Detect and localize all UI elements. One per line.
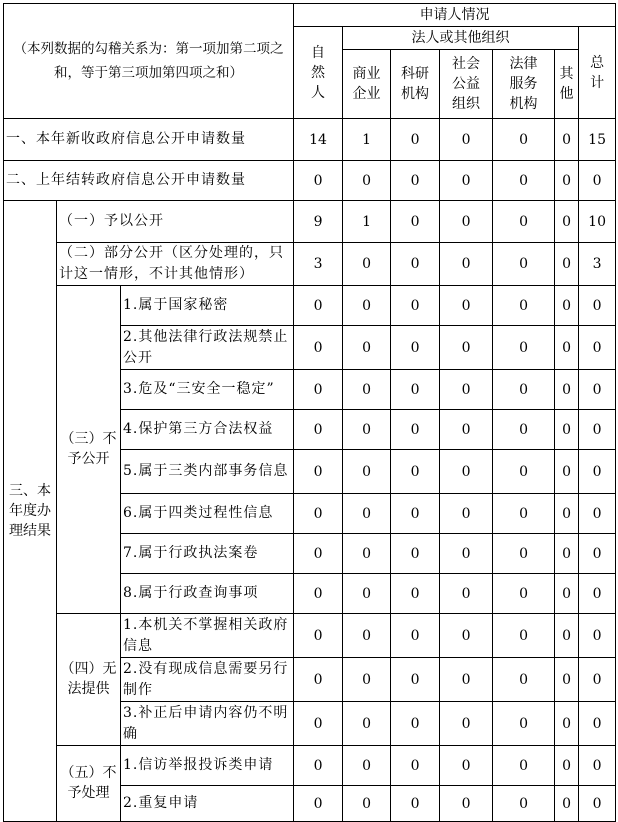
cell-value: 9 (294, 201, 343, 243)
cell-value: 0 (493, 410, 555, 450)
legal-service-header: 法律服务机构 (493, 50, 555, 119)
cell-value: 0 (555, 201, 579, 243)
cell-value: 0 (391, 410, 440, 450)
table-row (4, 614, 616, 658)
cell-value: 0 (294, 614, 343, 658)
row-label: 7.属于行政执法案卷 (121, 534, 294, 574)
cell-value: 0 (493, 494, 555, 534)
cell-value: 0 (493, 786, 555, 822)
cell-value: 0 (440, 786, 493, 822)
cell-value: 0 (343, 658, 391, 702)
row-label: 2.其他法律行政法规禁止公开 (121, 326, 294, 370)
cell-value: 0 (440, 201, 493, 243)
cell-value: 0 (440, 658, 493, 702)
row-label: 2.重复申请 (121, 786, 294, 822)
cell-value: 0 (493, 243, 555, 286)
social-welfare-header: 社会公益组织 (440, 50, 493, 119)
cell-value: 10 (579, 201, 616, 243)
cell-value: 14 (294, 119, 343, 161)
cell-value: 0 (579, 534, 616, 574)
cell-value: 0 (343, 243, 391, 286)
cell-value: 3 (294, 243, 343, 286)
row-label: 一、本年新收政府信息公开申请数量 (4, 119, 294, 161)
cell-value: 0 (294, 534, 343, 574)
cell-value: 0 (343, 286, 391, 326)
cell-value: 3 (579, 243, 616, 286)
group5-label: （五）不予处理 (57, 746, 121, 822)
cell-value: 0 (391, 746, 440, 786)
cell-value: 0 (555, 494, 579, 534)
cell-value: 0 (493, 450, 555, 494)
group3-label: （三）不予公开 (57, 286, 121, 614)
total-header: 总计 (579, 27, 616, 119)
cell-value: 0 (343, 326, 391, 370)
cell-value: 0 (440, 614, 493, 658)
row-label: 1.本机关不掌握相关政府信息 (121, 614, 294, 658)
cell-value: 0 (579, 614, 616, 658)
cell-value: 0 (555, 326, 579, 370)
cell-value: 0 (555, 702, 579, 746)
cell-value: 0 (555, 370, 579, 410)
cell-value: 0 (343, 410, 391, 450)
cell-value: 0 (294, 410, 343, 450)
cell-value: 0 (493, 534, 555, 574)
cell-value: 0 (493, 286, 555, 326)
cell-value: 0 (493, 201, 555, 243)
cell-value: 0 (343, 370, 391, 410)
cell-value: 0 (555, 614, 579, 658)
cell-value: 0 (579, 326, 616, 370)
cell-value: 0 (493, 614, 555, 658)
cell-value: 0 (343, 494, 391, 534)
cell-value: 0 (294, 286, 343, 326)
cell-value: 0 (493, 658, 555, 702)
cell-value: 0 (294, 494, 343, 534)
row-label: （二）部分公开（区分处理的，只计这一情形，不计其他情形） (57, 243, 294, 286)
cell-value: 0 (343, 786, 391, 822)
cell-value: 0 (440, 702, 493, 746)
cell-value: 0 (493, 370, 555, 410)
cell-value: 0 (391, 119, 440, 161)
cell-value: 0 (440, 574, 493, 614)
cell-value: 0 (343, 450, 391, 494)
cell-value: 0 (579, 450, 616, 494)
cell-value: 0 (579, 161, 616, 201)
cell-value: 0 (493, 161, 555, 201)
other-header: 其他 (555, 50, 579, 119)
cell-value: 0 (440, 370, 493, 410)
cell-value: 0 (440, 119, 493, 161)
cell-value: 0 (555, 161, 579, 201)
cell-value: 0 (555, 786, 579, 822)
cell-value: 0 (343, 614, 391, 658)
row-label: 3.补正后申请内容仍不明确 (121, 702, 294, 746)
cell-value: 0 (555, 658, 579, 702)
cell-value: 0 (579, 574, 616, 614)
row-label: 5.属于三类内部事务信息 (121, 450, 294, 494)
cell-value: 0 (391, 450, 440, 494)
cell-value: 1 (343, 201, 391, 243)
cell-value: 0 (579, 702, 616, 746)
cell-value: 0 (343, 702, 391, 746)
cell-value: 0 (391, 614, 440, 658)
row-label: 二、上年结转政府信息公开申请数量 (4, 161, 294, 201)
cell-value: 0 (440, 243, 493, 286)
legal-group-header: 法人或其他组织 (343, 27, 579, 50)
row-label: （一）予以公开 (57, 201, 294, 243)
cell-value: 0 (391, 201, 440, 243)
cell-value: 0 (555, 286, 579, 326)
cell-value: 0 (391, 161, 440, 201)
cell-value: 0 (391, 574, 440, 614)
cell-value: 0 (579, 786, 616, 822)
row-label: 2.没有现成信息需要另行制作 (121, 658, 294, 702)
cell-value: 0 (391, 658, 440, 702)
cell-value: 0 (294, 786, 343, 822)
commercial-header: 商业企业 (343, 50, 391, 119)
row-label: 6.属于四类过程性信息 (121, 494, 294, 534)
cell-value: 0 (391, 243, 440, 286)
table-row (4, 746, 616, 786)
cell-value: 0 (555, 243, 579, 286)
cell-value: 0 (440, 450, 493, 494)
row-label: 8.属于行政查询事项 (121, 574, 294, 614)
cell-value: 0 (440, 286, 493, 326)
cell-value: 0 (555, 410, 579, 450)
cell-value: 0 (440, 494, 493, 534)
cell-value: 0 (391, 326, 440, 370)
cell-value: 0 (343, 161, 391, 201)
cell-value: 0 (343, 574, 391, 614)
table-row (4, 243, 616, 286)
row-label: 4.保护第三方合法权益 (121, 410, 294, 450)
cell-value: 0 (440, 534, 493, 574)
cell-value: 0 (294, 370, 343, 410)
cell-value: 0 (391, 702, 440, 746)
cell-value: 0 (391, 494, 440, 534)
cell-value: 0 (294, 161, 343, 201)
cell-value: 0 (440, 746, 493, 786)
cell-value: 0 (294, 326, 343, 370)
cell-value: 0 (555, 119, 579, 161)
cell-value: 0 (493, 574, 555, 614)
cell-value: 0 (343, 534, 391, 574)
cell-value: 0 (391, 286, 440, 326)
cell-value: 0 (579, 746, 616, 786)
cell-value: 0 (294, 658, 343, 702)
applicant-situation-header: 申请人情况 (294, 4, 616, 27)
cell-value: 0 (440, 326, 493, 370)
table-row (4, 201, 616, 243)
cell-value: 0 (391, 370, 440, 410)
row-label: 1.信访举报投诉类申请 (121, 746, 294, 786)
cell-value: 0 (579, 494, 616, 534)
table-row (4, 119, 616, 161)
cell-value: 0 (440, 161, 493, 201)
relationship-note: （本列数据的勾稽关系为：第一项加第二项之和，等于第三项加第四项之和） (4, 4, 294, 119)
row-label: 1.属于国家秘密 (121, 286, 294, 326)
cell-value: 0 (294, 450, 343, 494)
cell-value: 0 (391, 786, 440, 822)
cell-value: 0 (493, 326, 555, 370)
cell-value: 0 (555, 534, 579, 574)
cell-value: 0 (294, 746, 343, 786)
research-header: 科研机构 (391, 50, 440, 119)
table-row (4, 161, 616, 201)
cell-value: 0 (579, 286, 616, 326)
cell-value: 0 (440, 410, 493, 450)
cell-value: 15 (579, 119, 616, 161)
disclosure-statistics-table (3, 3, 616, 822)
cell-value: 0 (493, 702, 555, 746)
cell-value: 0 (493, 119, 555, 161)
table-row (4, 286, 616, 326)
group4-label: （四）无法提供 (57, 614, 121, 746)
cell-value: 0 (391, 534, 440, 574)
cell-value: 1 (343, 119, 391, 161)
cell-value: 0 (579, 658, 616, 702)
natural-person-header: 自然人 (294, 27, 343, 119)
cell-value: 0 (294, 574, 343, 614)
cell-value: 0 (555, 746, 579, 786)
cell-value: 0 (555, 450, 579, 494)
cell-value: 0 (343, 746, 391, 786)
section3-label: 三、本年度办理结果 (4, 201, 57, 822)
cell-value: 0 (579, 410, 616, 450)
cell-value: 0 (579, 370, 616, 410)
cell-value: 0 (493, 746, 555, 786)
cell-value: 0 (555, 574, 579, 614)
row-label: 3.危及“三安全一稳定” (121, 370, 294, 410)
cell-value: 0 (294, 702, 343, 746)
